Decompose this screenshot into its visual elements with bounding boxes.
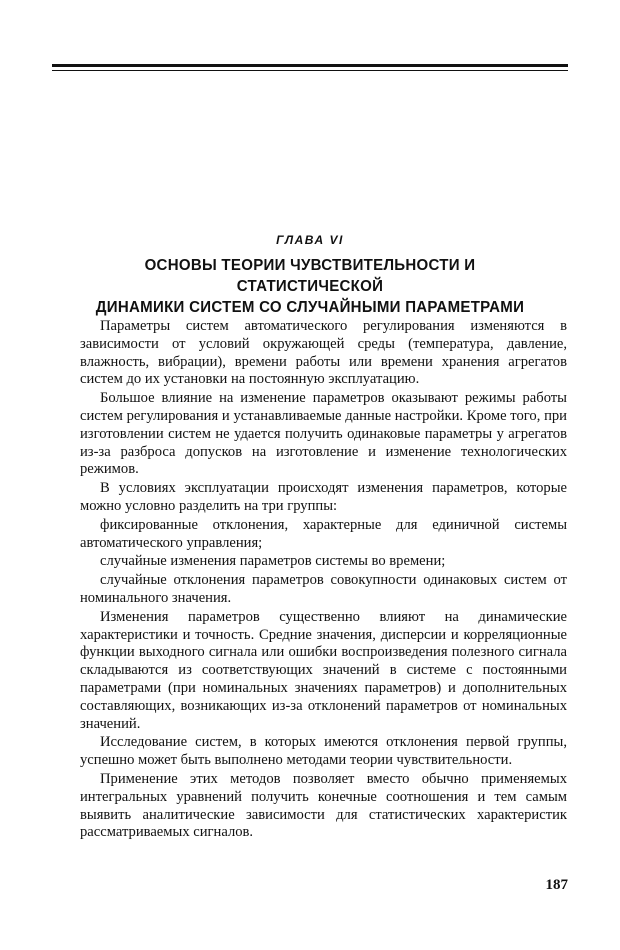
paragraph: Применение этих методов позволяет вместо обычно применяемых интегральных уравнений получить конечные соотношения и тем самым выявить аналитические зависимости для статистических характеристик рассматриваемых сигналов. <box>80 770 567 841</box>
paragraph: Большое влияние на изменение параметров оказывают режимы работы систем регулирования и устанавливаемые данные настройки. Кроме того, при изготовлении систем не удается получить одинаковые параметры у агрегатов из-за разброса допусков на изготовление и изменение технологических режимов. <box>80 390 567 478</box>
list-item: случайные отклонения параметров совокупности одинаковых систем от номинального значения. <box>80 572 567 606</box>
page-number: 187 <box>545 877 568 893</box>
list-item: фиксированные отклонения, характерные для единичной системы автоматического управления; <box>80 516 567 551</box>
chapter-label: ГЛАВА VI <box>276 233 344 247</box>
header-rule-thin <box>52 70 568 71</box>
body-text <box>80 318 567 842</box>
list-item: случайные изменения параметров системы во времени; <box>100 553 446 570</box>
chapter-title-line-1: ОСНОВЫ ТЕОРИИ ЧУВСТВИТЕЛЬНОСТИ И СТАТИСТИЧЕСКОЙ <box>144 257 476 295</box>
paragraph: В условиях эксплуатации происходят изменения параметров, которые можно условно разделить на три группы: <box>80 480 567 514</box>
paragraph: Изменения параметров существенно влияют на динамические характеристики и точность. Средние значения, дисперсии и корреляционные функции выходного сигнала или ошибки воспроизведения полезного сигнала складываются из соответствующих значений в системе с постоянными параметрами (при номинальных значениях параметров) и дополнительных составляющих, возникающих из-за отклонений параметров от номинальных значений. <box>80 608 567 732</box>
chapter-title-line-2: ДИНАМИКИ СИСТЕМ СО СЛУЧАЙНЫМИ ПАРАМЕТРАМИ <box>95 299 525 316</box>
paragraph: Исследование систем, в которых имеются отклонения первой группы, успешно может быть выполнено методами теории чувствительности. <box>80 734 567 769</box>
header-rule-thick <box>52 64 568 67</box>
chapter-title <box>75 255 545 318</box>
paragraph: Параметры систем автоматического регулирования изменяются в зависимости от условий окружающей среды (температура, давление, влажность, вибрации), времени работы или времени хранения агрегатов систем до их установки на постоянную эксплуатацию. <box>80 318 567 388</box>
